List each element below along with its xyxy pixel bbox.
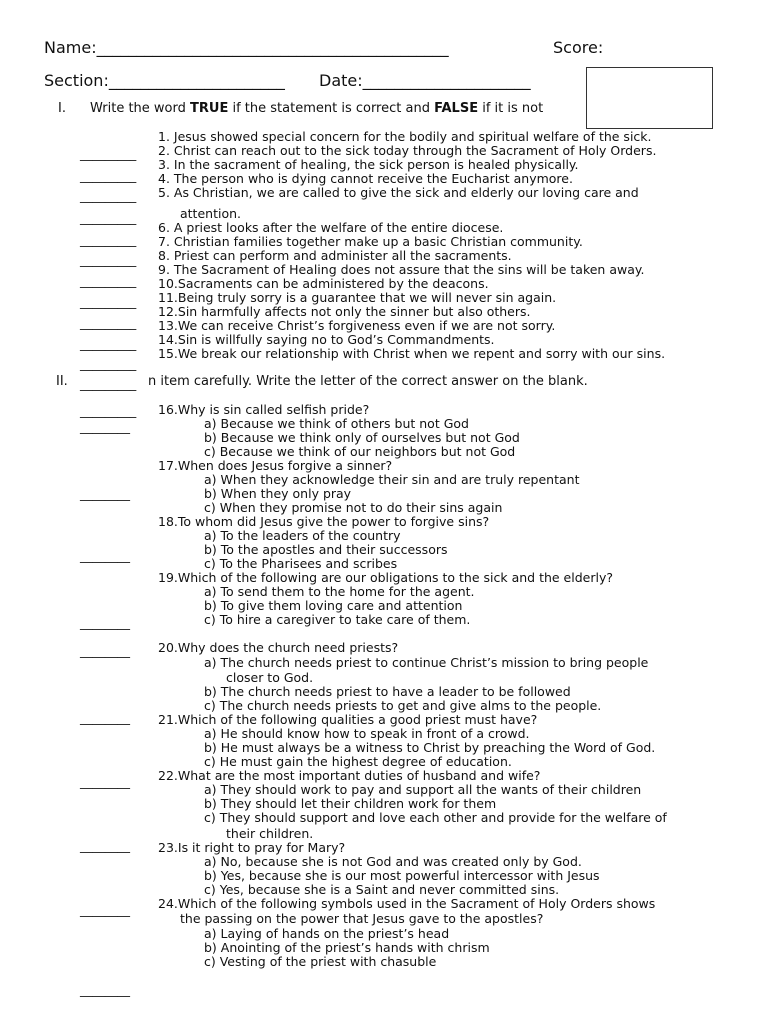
- question: the passing on the power that Jesus gave to the apostles?: [180, 911, 544, 926]
- tf-item: 7. Christian families together make up a basic Christian community.: [158, 234, 583, 249]
- answer-blank[interactable]: ________: [80, 774, 130, 789]
- part2-numeral: II.: [56, 374, 68, 389]
- question: 20.Why does the church need priests?: [158, 640, 399, 655]
- score-box[interactable]: [586, 67, 713, 129]
- question: 23.Is it right to pray for Mary?: [158, 840, 346, 855]
- choice: a) Because we think of others but not God: [204, 416, 469, 431]
- tf-item: 1. Jesus showed special concern for the bodily and spiritual welfare of the sick.: [158, 129, 652, 144]
- answer-blank[interactable]: _________: [80, 356, 137, 371]
- tf-item: 14.Sin is willfully saying no to God’s Commandments.: [158, 332, 495, 347]
- part2-instruction: n item carefully. Write the letter of the correct answer on the blank.: [148, 374, 588, 389]
- tf-item: attention.: [180, 206, 241, 221]
- answer-blank[interactable]: _________: [80, 232, 137, 247]
- answer-blank[interactable]: ________: [80, 838, 130, 853]
- answer-blank[interactable]: _________: [80, 376, 137, 391]
- answer-blank[interactable]: _________: [80, 252, 137, 267]
- tf-item: 2. Christ can reach out to the sick today through the Sacrament of Holy Orders.: [158, 143, 657, 158]
- choice: c) When they promise not to do their sins again: [204, 500, 503, 515]
- answer-blank[interactable]: _________: [80, 210, 137, 225]
- part1-instruction: Write the word TRUE if the statement is correct and FALSE if it is not: [90, 101, 544, 116]
- tf-item: 5. As Christian, we are called to give the sick and elderly our loving care and: [158, 185, 639, 200]
- date-field[interactable]: Date:_____________________: [319, 71, 531, 90]
- choice: b) They should let their children work for them: [204, 796, 497, 811]
- answer-blank[interactable]: _________: [80, 403, 137, 418]
- choice: b) To give them loving care and attention: [204, 598, 463, 613]
- choice: b) Anointing of the priest’s hands with chrism: [204, 940, 490, 955]
- choice: a) When they acknowledge their sin and are truly repentant: [204, 472, 580, 487]
- choice: a) To the leaders of the country: [204, 528, 401, 543]
- choice: b) Yes, because she is our most powerful intercessor with Jesus: [204, 868, 600, 883]
- question: 24.Which of the following symbols used in the Sacrament of Holy Orders shows: [158, 896, 656, 911]
- answer-blank[interactable]: _________: [80, 188, 137, 203]
- choice: a) No, because she is not God and was created only by God.: [204, 854, 582, 869]
- tf-item: 12.Sin harmfully affects not only the sinner but also others.: [158, 304, 531, 319]
- tf-item: 8. Priest can perform and administer all the sacraments.: [158, 248, 512, 263]
- section-field[interactable]: Section:______________________: [44, 71, 285, 90]
- question: 19.Which of the following are our obligations to the sick and the elderly?: [158, 570, 613, 585]
- choice: c) They should support and love each other and provide for the welfare of: [204, 810, 667, 825]
- choice: b) He must always be a witness to Christ by preaching the Word of God.: [204, 740, 656, 755]
- question: 18.To whom did Jesus give the power to forgive sins?: [158, 514, 490, 529]
- choice: closer to God.: [226, 670, 314, 685]
- choice: b) When they only pray: [204, 486, 352, 501]
- tf-item: 6. A priest looks after the welfare of the entire diocese.: [158, 220, 504, 235]
- tf-item: 3. In the sacrament of healing, the sick person is healed physically.: [158, 157, 579, 172]
- choice: b) Because we think only of ourselves but not God: [204, 430, 520, 445]
- choice: c) He must gain the highest degree of education.: [204, 754, 512, 769]
- answer-blank[interactable]: ________: [80, 419, 130, 434]
- choice: a) The church needs priest to continue Christ’s mission to bring people: [204, 655, 649, 670]
- choice: a) He should know how to speak in front of a crowd.: [204, 726, 530, 741]
- choice: b) To the apostles and their successors: [204, 542, 448, 557]
- choice: b) The church needs priest to have a leader to be followed: [204, 684, 571, 699]
- answer-blank[interactable]: _________: [80, 315, 137, 330]
- name-field[interactable]: Name:____________________________________________: [44, 38, 449, 57]
- question: 16.Why is sin called selfish pride?: [158, 402, 370, 417]
- choice: c) The church needs priests to get and give alms to the people.: [204, 698, 602, 713]
- answer-blank[interactable]: ________: [80, 902, 130, 917]
- tf-item: 4. The person who is dying cannot receive the Eucharist anymore.: [158, 171, 573, 186]
- choice: a) They should work to pay and support all the wants of their children: [204, 782, 642, 797]
- tf-item: 15.We break our relationship with Christ when we repent and sorry with our sins.: [158, 346, 666, 361]
- tf-item: 10.Sacraments can be administered by the deacons.: [158, 276, 489, 291]
- tf-item: 13.We can receive Christ’s forgiveness even if we are not sorry.: [158, 318, 556, 333]
- part1-numeral: I.: [58, 101, 66, 116]
- answer-blank[interactable]: _________: [80, 294, 137, 309]
- choice: their children.: [226, 826, 314, 841]
- choice: c) Vesting of the priest with chasuble: [204, 954, 437, 969]
- score-label: Score:: [553, 38, 604, 57]
- answer-blank[interactable]: ________: [80, 643, 130, 658]
- choice: a) To send them to the home for the agent.: [204, 584, 475, 599]
- choice: c) Yes, because she is a Saint and never committed sins.: [204, 882, 560, 897]
- answer-blank[interactable]: _________: [80, 336, 137, 351]
- choice: c) Because we think of our neighbors but not God: [204, 444, 516, 459]
- tf-item: 9. The Sacrament of Healing does not assure that the sins will be taken away.: [158, 262, 645, 277]
- answer-blank[interactable]: ________: [80, 548, 130, 563]
- answer-blank[interactable]: ________: [80, 486, 130, 501]
- answer-blank[interactable]: ________: [80, 982, 130, 997]
- choice: c) To hire a caregiver to take care of them.: [204, 612, 471, 627]
- choice: c) To the Pharisees and scribes: [204, 556, 398, 571]
- answer-blank[interactable]: _________: [80, 273, 137, 288]
- answer-blank[interactable]: _________: [80, 168, 137, 183]
- answer-blank[interactable]: _________: [80, 146, 137, 161]
- question: 17.When does Jesus forgive a sinner?: [158, 458, 393, 473]
- answer-blank[interactable]: ________: [80, 710, 130, 725]
- tf-item: 11.Being truly sorry is a guarantee that we will never sin again.: [158, 290, 557, 305]
- choice: a) Laying of hands on the priest’s head: [204, 926, 450, 941]
- question: 21.Which of the following qualities a good priest must have?: [158, 712, 538, 727]
- answer-blank[interactable]: ________: [80, 615, 130, 630]
- question: 22.What are the most important duties of husband and wife?: [158, 768, 541, 783]
